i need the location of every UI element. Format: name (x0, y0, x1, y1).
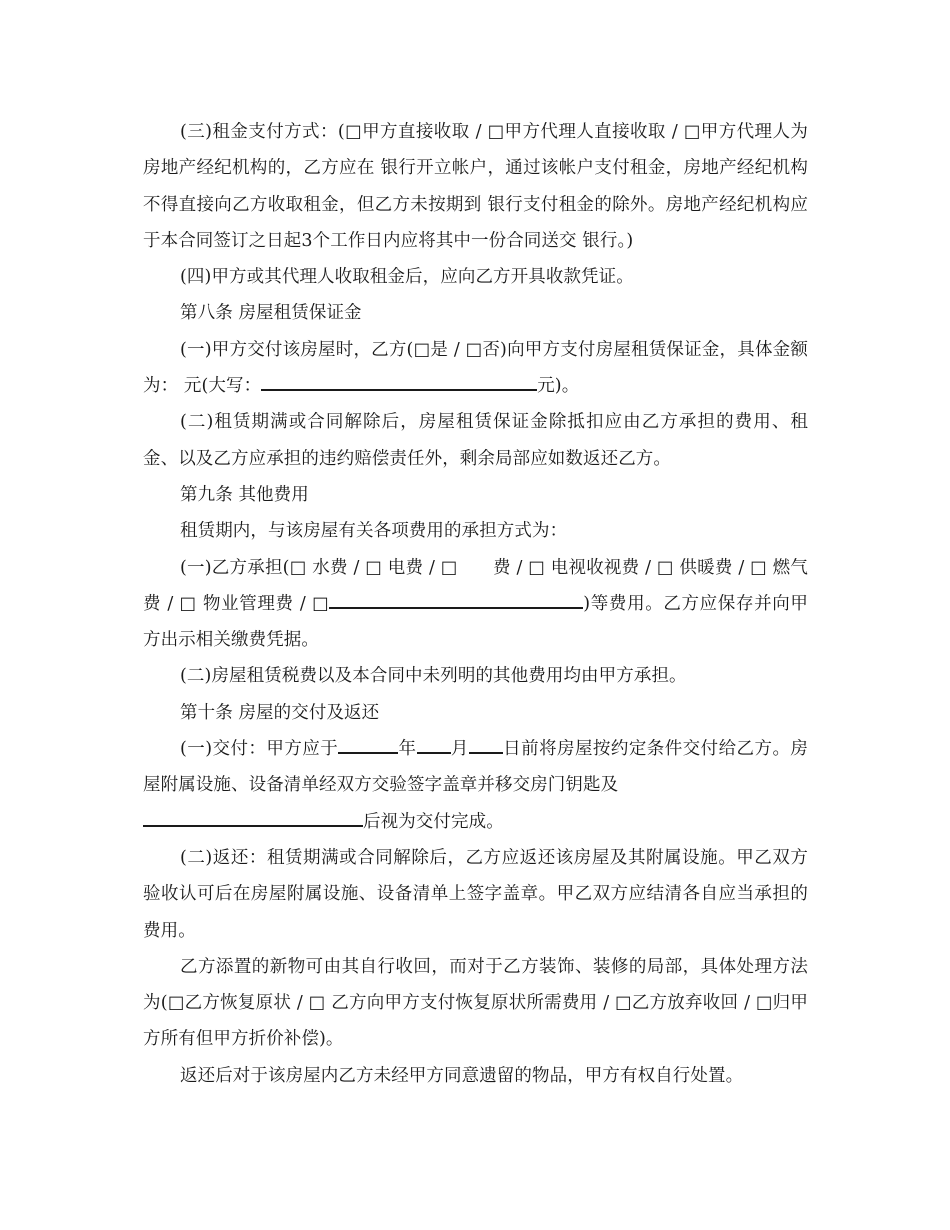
fill-in-blank (338, 737, 398, 754)
paragraph-text: (四)甲方或其代理人收取租金后，应向乙方开具收款凭证。 (180, 267, 634, 288)
paragraph-deposit-amount (143, 332, 808, 405)
article-heading-text: 第八条 房屋租赁保证金 (180, 303, 362, 324)
paragraph-text: (一)交付：甲方应于 (180, 739, 339, 760)
paragraph-text: 返还后对于该房屋内乙方未经甲方同意遗留的物品，甲方有权自行处置。 (180, 1065, 744, 1086)
paragraph-text: (三)租金支付方式：(□甲方直接收取 / □甲方代理人直接收取 / □甲方代理人为房地产经纪机构的，乙方应在 银行开立帐户，通过该帐户支付租金，房地产经纪机构不得直接向乙方收取租金，但乙方未按期到 银行支付租金的除外。房地产经纪机构应于本合同签订之日起3个工作日内应将其中一份合同送交 银行。) (143, 122, 808, 251)
fill-in-blank (143, 810, 363, 827)
paragraph-rent-payment-method (143, 114, 808, 259)
paragraph-fees-intro (143, 513, 808, 549)
paragraph-text: 后视为交付完成。 (363, 811, 504, 832)
paragraph-text: (二)房屋租赁税费以及本合同中未列明的其他费用均由甲方承担。 (180, 666, 687, 687)
fill-in-blank (329, 592, 583, 609)
article-10-heading (143, 695, 808, 731)
paragraph-return (143, 840, 808, 949)
paragraph-tenant-fees (143, 550, 808, 659)
paragraph-left-items (143, 1058, 808, 1094)
article-8-heading (143, 295, 808, 331)
paragraph-delivery (143, 731, 808, 840)
paragraph-text: (二)租赁期满或合同解除后，房屋租赁保证金除抵扣应由乙方承担的费用、租金、以及乙方应承担的违约赔偿责任外，剩余局部应如数返还乙方。 (143, 412, 808, 469)
paragraph-rent-receipt (143, 259, 808, 295)
paragraph-renovation-handling (143, 949, 808, 1058)
article-heading-text: 第十条 房屋的交付及返还 (180, 702, 380, 723)
paragraph-text: (一)乙方承担(□ 水费 / □ 电费 / □ 费 / □ 电视收视费 / □ 供暖费 / □ 燃气费 / □ 物业管理费 / □ (143, 557, 808, 614)
contract-body (143, 114, 808, 1094)
article-9-heading (143, 477, 808, 513)
fill-in-blank (469, 737, 503, 754)
article-heading-text: 第九条 其他费用 (180, 484, 309, 505)
paragraph-text: 月 (450, 739, 469, 760)
paragraph-text: (一)甲方交付该房屋时，乙方(□是 / □否)向甲方支付房屋租赁保证金，具体金额为： 元(大写： (143, 339, 808, 397)
paragraph-text: 乙方添置的新物可由其自行收回，而对于乙方装饰、装修的局部，具体处理方法为(□乙方恢复原状 / □ 乙方向甲方支付恢复原状所需费用 / □乙方放弃收回 / □归甲方所有但甲方折价补偿)。 (143, 956, 808, 1050)
paragraph-text: 日前将房屋按约定条件交付给乙方。房屋附属设施、设备清单经双方交验签字盖章并移交房门钥匙及 (143, 739, 809, 796)
fill-in-blank (417, 737, 451, 754)
paragraph-text: (二)返还：租赁期满或合同解除后，乙方应返还该房屋及其附属设施。甲乙双方验收认可后在房屋附属设施、设备清单上签字盖章。甲乙双方应结清各自应当承担的费用。 (143, 847, 808, 941)
paragraph-deposit-return (143, 404, 808, 477)
paragraph-text: 租赁期内，与该房屋有关各项费用的承担方式为： (180, 521, 568, 542)
paragraph-text: 元)。 (537, 376, 580, 397)
fill-in-blank (261, 374, 537, 391)
paragraph-landlord-fees (143, 658, 808, 694)
paragraph-text: 年 (398, 739, 417, 760)
paragraph-text: )等费用。乙方应保存并向甲方出示相关缴费凭据。 (143, 593, 808, 651)
